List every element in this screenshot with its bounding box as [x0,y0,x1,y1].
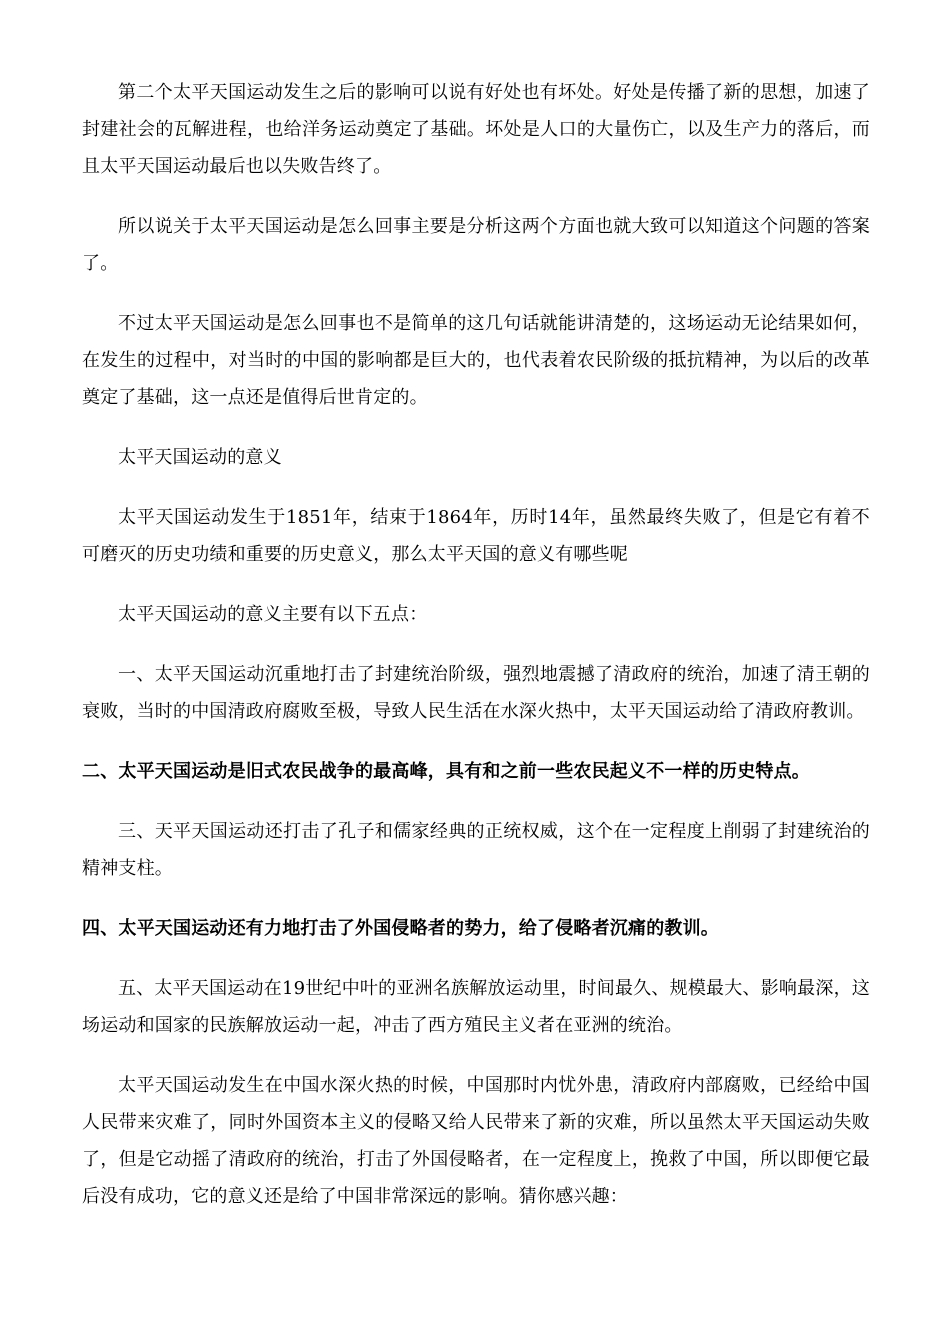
document-page [82,74,870,1238]
point-three: 三、天平天国运动还打击了孔子和儒家经典的正统权威，这个在一定程度上削弱了封建统治的精神支柱。 [82,821,870,879]
point-one: 一、太平天国运动沉重地打击了封建统治阶级，强烈地震撼了清政府的统治，加速了清王朝的衰败，当时的中国清政府腐败至极，导致人民生活在水深火热中，太平天国运动给了清政府教训。 [82,664,870,722]
paragraph-complexity: 不过太平天国运动是怎么回事也不是简单的这几句话就能讲清楚的，这场运动无论结果如何，在发生的过程中，对当时的中国的影响都是巨大的，也代表着农民阶级的抵抗精神，为以后的改革奠定了基础，这一点还是值得后世肯定的。 [82,313,870,408]
paragraph-conclusion: 太平天国运动发生在中国水深火热的时候，中国那时内忧外患，清政府内部腐败，已经给中国人民带来灾难了，同时外国资本主义的侵略又给人民带来了新的灾难，所以虽然太平天国运动失败了，但是它动摇了清政府的统治，打击了外国侵略者，在一定程度上，挽救了中国，所以即便它最后没有成功，它的意义还是给了中国非常深远的影响。猜你感兴趣： [82,1075,870,1207]
point-four: 四、太平天国运动还有力地打击了外国侵略者的势力，给了侵略者沉痛的教训。 [82,918,719,939]
paragraph-dates: 太平天国运动发生于1851年，结束于1864年，历时14年，虽然最终失败了，但是它有着不可磨灭的历史功绩和重要的历史意义，那么太平天国的意义有哪些呢 [82,507,870,565]
paragraph-impact: 第二个太平天国运动发生之后的影响可以说有好处也有坏处。好处是传播了新的思想，加速了封建社会的瓦解进程，也给洋务运动奠定了基础。坏处是人口的大量伤亡，以及生产力的落后，而且太平天国运动最后也以失败告终了。 [82,82,870,177]
section-heading-significance: 太平天国运动的意义 [118,447,282,468]
paragraph-summary: 所以说关于太平天国运动是怎么回事主要是分析这两个方面也就大致可以知道这个问题的答案了。 [82,216,870,274]
point-five: 五、太平天国运动在19世纪中叶的亚洲名族解放运动里，时间最久、规模最大、影响最深，这场运动和国家的民族解放运动一起，冲击了西方殖民主义者在亚洲的统治。 [82,978,870,1036]
paragraph-five-points-intro: 太平天国运动的意义主要有以下五点： [118,604,428,625]
point-two: 二、太平天国运动是旧式农民战争的最高峰，具有和之前一些农民起义不一样的历史特点。 [82,761,810,782]
